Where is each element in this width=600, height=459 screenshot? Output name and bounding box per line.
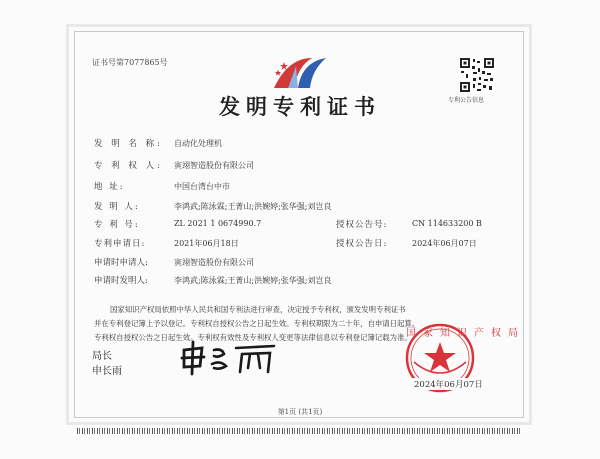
signatory-name: 申长雨 (92, 366, 122, 377)
field-label-invention-name: 发 明 名 称: (94, 139, 163, 149)
field-value-patentee: 寅翊智造股份有限公司 (174, 161, 254, 170)
cnipa-logo-icon (268, 52, 332, 94)
field-value-filing-date: 2021年06月18日 (174, 239, 239, 248)
handwritten-signature (178, 340, 278, 376)
security-barcode (77, 428, 521, 434)
field-value-grant-pub-number: CN 114633200 B (412, 219, 482, 228)
field-label-patentee: 专 利 权 人: (94, 161, 163, 171)
field-label-address: 地 址: (94, 182, 125, 192)
notice-line-3: 专利权自授权公告之日起生效。专利权有效性及专利权人变更等法律信息以专利登记簿记载为准。 (94, 333, 412, 342)
document-title: 发明专利证书 (219, 95, 381, 119)
qr-caption: 专利公告信息 (448, 97, 485, 104)
page-indicator: 第1页 (共1页) (277, 408, 323, 416)
field-value-inventors: 李鸿武;陈泳霖;王菁山;洪婉婷;张华强;刘岂良 (174, 202, 332, 211)
seal-text: 国家知识产权局 (406, 328, 525, 339)
field-label-patent-number: 专 利 号: (94, 220, 140, 230)
field-value-inventors-at-filing: 李鸿武;陈泳霖;王菁山;洪婉婷;张华强;刘岂良 (174, 276, 332, 285)
field-label-grant-pub-date: 授权公告日: (336, 239, 388, 249)
qr-code[interactable] (459, 57, 495, 93)
signatory-title: 局长 (92, 351, 112, 362)
field-value-patent-number: ZL 2021 1 0674990.7 (174, 219, 262, 228)
notice-line-1: 国家知识产权局依照中华人民共和国专利法进行审查，决定授予专利权，颁发发明专利证书 (110, 305, 406, 314)
field-value-applicant-at-filing: 寅翊智造股份有限公司 (174, 258, 254, 267)
cert-number: 证书号第7077865号 (92, 58, 168, 67)
field-label-inventors-at-filing: 申请时发明人: (94, 276, 148, 286)
field-value-invention-name: 自动化处理机 (174, 139, 222, 148)
field-label-inventors: 发 明 人: (94, 202, 140, 212)
notice-line-2: 并在专利登记簿上予以登记。专利权自授权公告之日起生效。专利权期限为二十年，自申请日起算。 (94, 319, 420, 328)
field-label-grant-pub-number: 授权公告号: (336, 220, 388, 230)
field-value-grant-pub-date: 2024年06月07日 (412, 239, 477, 248)
field-label-applicant-at-filing: 申请时申请人: (94, 258, 148, 268)
field-label-filing-date: 专利申请日: (94, 239, 146, 249)
field-value-address: 中国台湾台中市 (174, 182, 230, 191)
seal-date: 2024年06月07日 (414, 380, 483, 390)
